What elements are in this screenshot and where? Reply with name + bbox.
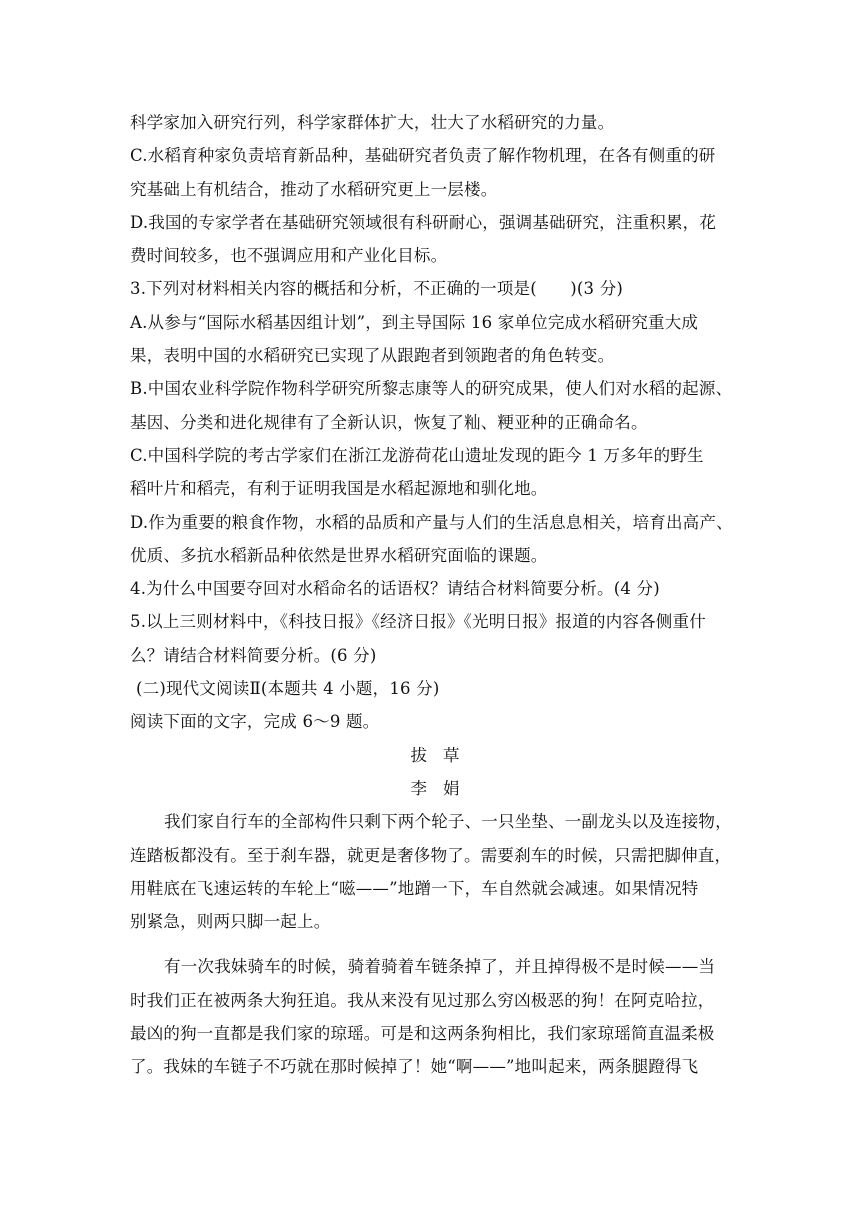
paragraph-line: 最凶的狗一直都是我们家的琼瑶。可是和这两条狗相比，我们家琼瑶简直温柔极 <box>130 1024 715 1044</box>
story-author-char: 李 <box>410 778 427 798</box>
option-b-line: B.中国农业科学院作物科学研究所黎志康等人的研究成果，使人们对水稻的起源、 <box>130 379 733 399</box>
story-title-char: 草 <box>443 745 460 765</box>
story-author-char: 娟 <box>443 778 460 798</box>
text-line: 科学家加入研究行列，科学家群体扩大，壮大了水稻研究的力量。 <box>130 113 615 132</box>
option-d-line: D.作为重要的粮食作物，水稻的品质和产量与人们的生活息息相关，培育出高产、 <box>130 512 733 532</box>
question-5: 5.以上三则材料中，《科技日报》《经济日报》《光明日报》报道的内容各侧重什 <box>130 612 706 632</box>
paragraph-line: 用鞋底在飞速运转的车轮上“嗞——”地蹭一下，车自然就会减速。如果情况特 <box>130 878 699 898</box>
option-c-line: C.中国科学院的考古学家们在浙江龙游荷花山遗址发现的距今 1 万多年的野生 <box>130 445 704 465</box>
text-line: 果，表明中国的水稻研究已实现了从跟跑者到领跑者的角色转变。 <box>130 346 615 366</box>
text-line: 稻叶片和稻壳，有利于证明我国是水稻起源地和驯化地。 <box>130 479 548 499</box>
option-a-line: A.从参与“国际水稻基因组计划”，到主导国际 16 家单位完成水稻研究重大成 <box>130 312 699 332</box>
text-line: 费时间较多，也不强调应用和产业化目标。 <box>130 246 448 266</box>
option-d-line: D.我国的专家学者在基础研究领域很有科研耐心，强调基础研究，注重积累，花 <box>130 212 717 232</box>
text-line: 究基础上有机结合，推动了水稻研究更上一层楼。 <box>130 179 498 199</box>
question-4: 4.为什么中国要夺回对水稻命名的话语权？请结合材料简要分析。(4 分) <box>130 579 660 599</box>
section-heading: (二)现代文阅读Ⅱ(本题共 4 小题，16 分) <box>136 679 440 699</box>
text-line: 优质、多抗水稻新品种依然是世界水稻研究面临的课题。 <box>130 545 548 565</box>
text-line: 基因、分类和进化规律有了全新认识，恢复了籼、粳亚种的正确命名。 <box>130 412 648 432</box>
option-c-line: C.水稻育种家负责培育新品种，基础研究者负责了解作物机理，在各有侧重的研 <box>130 146 716 166</box>
question-3: 3.下列对材料相关内容的概括和分析，不正确的一项是( )(3 分) <box>130 279 624 299</box>
paragraph-line: 时我们正在被两条大狗狂追。我从来没有见过那么穷凶极恶的狗！在阿克哈拉， <box>130 990 715 1010</box>
story-title-char: 拔 <box>410 745 427 765</box>
paragraph-line: 了。我妹的车链子不巧就在那时候掉了！她“啊——”地叫起来，两条腿蹬得飞 <box>130 1057 699 1077</box>
paragraph-line: 别紧急，则两只脚一起上。 <box>130 912 331 932</box>
text-line: 么？请结合材料简要分析。(6 分) <box>130 645 377 665</box>
paragraph-line: 我们家自行车的全部构件只剩下两个轮子、一只坐垫、一副龙头以及连接物， <box>164 812 732 832</box>
paragraph-line: 有一次我妹骑车的时候，骑着骑着车链条掉了，并且掉得极不是时候——当 <box>164 957 716 977</box>
paragraph-line: 连踏板都没有。至于刹车器，就更是奢侈物了。需要刹车的时候，只需把脚伸直， <box>130 845 732 865</box>
story-title <box>130 739 740 772</box>
reading-instruction: 阅读下面的文字，完成 6～9 题。 <box>130 712 380 732</box>
story-author <box>130 772 740 805</box>
document-body <box>130 106 740 1084</box>
